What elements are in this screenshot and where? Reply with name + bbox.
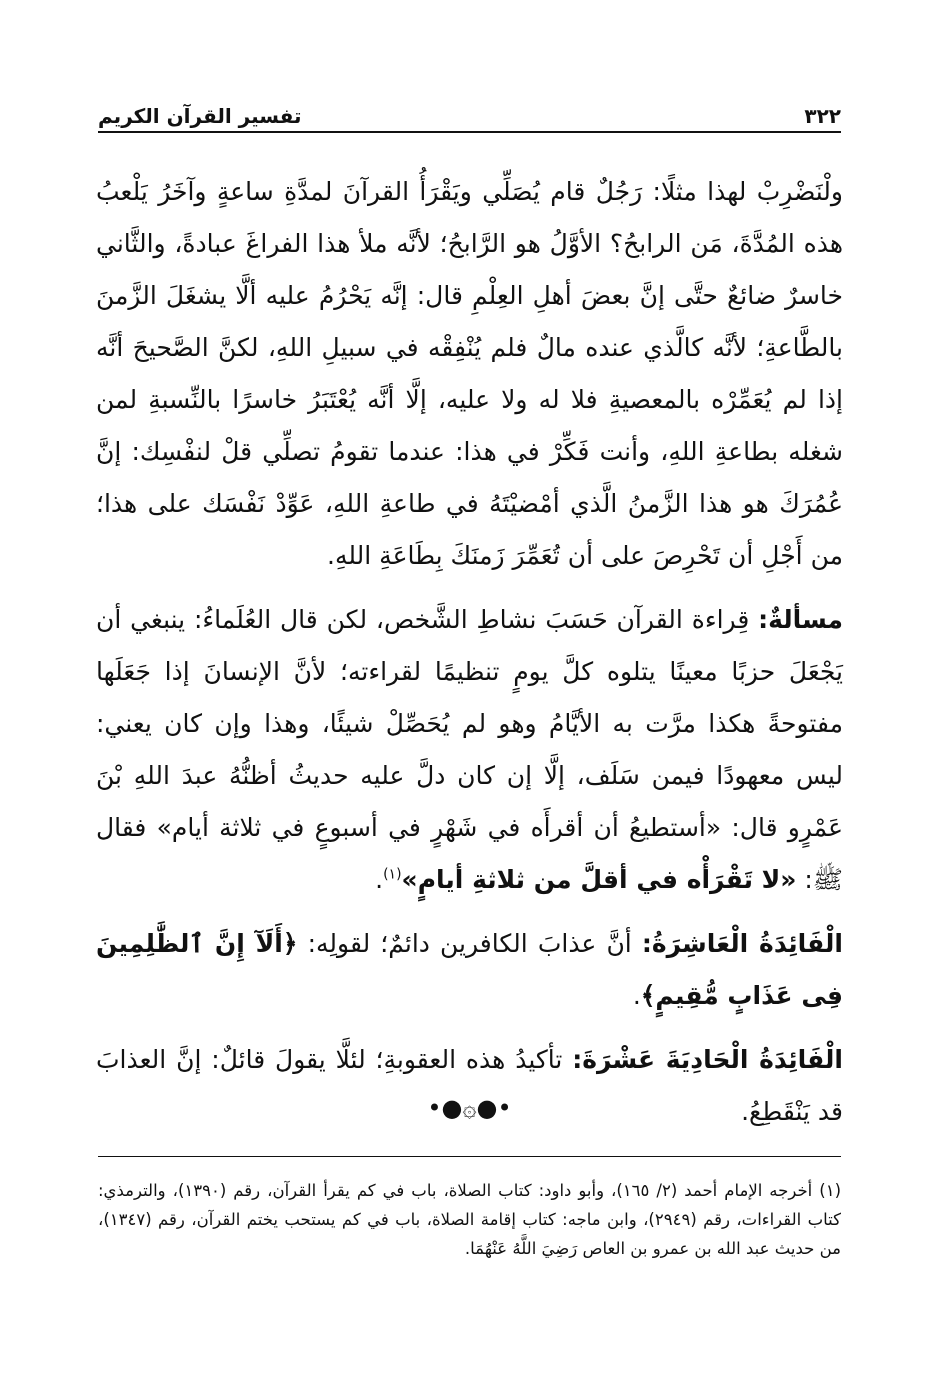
footnote-1: (١) أخرجه الإمام أحمد (٢/ ١٦٥)، وأبو داود: كتاب الصلاة، باب في كم يقرأ القرآن، رقم (١٣٩٠)، والترمذي: كتاب القراءات، رقم (٢٩٤٩)، وابن ماجه: كتاب إقامة الصلاة، باب في كم يستحب يختم القرآن، رقم (١٣٤٧)، من حديث عبد الله بن عمرو بن العاص رَضِيَ اللَّهُ عَنْهُمَا. bbox=[98, 1181, 841, 1258]
paragraph-3-text: أنَّ عذابَ الكافرين دائمٌ؛ لقولِه: bbox=[297, 929, 642, 958]
benefit-eleven-heading: الْفَائِدَةُ الْحَادِيَةَ عَشْرَةَ: bbox=[572, 1045, 843, 1074]
paragraph-3-end: . bbox=[632, 981, 641, 1010]
paragraph-1: ولْنَضْرِبْ لهذا مثلًا: رَجُلٌ قام يُصَلِّي ويَقْرَأُ القرآنَ لمدَّةِ ساعةٍ وآخَرُ يَلْعبُ هذه المُدَّةَ، مَن الرابحُ؟ الأوَّلُ هو الرَّابحُ؛ لأنَّه ملأ هذا الفراغَ عبادةً، والثَّاني خاسرٌ ضائعٌ حتَّى إنَّ بعضَ أهلِ العِلْمِ قال: إنَّه يَحْرُمُ عليه ألَّا يشغَلَ الزَّمنَ بالطَّاعةِ؛ لأنَّه كالَّذي عنده مالٌ فلم يُنْفِقْه في سبيلِ اللهِ، لكنَّ الصَّحيحَ أنَّه إذا لم يُعَمِّرْه بالمعصيةِ فلا له ولا عليه، إلَّا أنَّه يُعْتَبَرُ خاسرًا بالنِّسبةِ لمن شغله بطاعةِ اللهِ، وأنت فَكِّرْ في هذا: عندما تقومُ تصلِّي قلْ لنفْسِك: إنَّ عُمُرَكَ هو هذا الزَّمنُ الَّذي أمْضيْتَهُ في طاعةِ اللهِ، عَوِّدْ نَفْسَك على هذا؛ من أَجْلِ أن تَحْرِصَ على أن تُعَمِّرَ زَمنَكَ بِطَاعَةِ اللهِ. bbox=[96, 177, 843, 570]
paragraph-2-text: قِراءة القرآن حَسَبَ نشاطِ الشَّخص، لكن قال العُلَماءُ: ينبغي أن يَجْعَلَ حزبًا معينًا يتلوه كلَّ يومٍ تنظيمًا لقراءته؛ لأنَّ الإنسانَ إذا جَعَلَها مفتوحةً هكذا مرَّت به الأيَّامُ وهو لم يُحَصِّلْ شيئًا، وهذا وإن كان يعني: ليس معهودًا فيمن سَلَف، إلَّا إن كان دلَّ عليه حديثُ أظنُّهُ عبدَ اللهِ بْنَ عَمْرٍو قال: «أستطيعُ أن أقرأَه في شَهْرٍ في أسبوعٍ في ثلاثة أيام» فقال ﷺ: bbox=[96, 605, 843, 894]
page-header bbox=[98, 98, 841, 134]
issue-heading: مسألةٌ: bbox=[758, 605, 843, 634]
section-ornament: •●۞●• bbox=[427, 1094, 512, 1122]
paragraph-4 bbox=[96, 1034, 843, 1138]
paragraph-2 bbox=[96, 594, 843, 906]
paragraph-3 bbox=[96, 918, 843, 1022]
running-title: تفسير القرآن الكريم bbox=[98, 104, 302, 128]
quran-verse: ﴿أَلَآ إِنَّ ٱلظَّٰلِمِينَ فِى عَذَابٍ مُّقِيمٍ﴾ bbox=[96, 929, 843, 1010]
paragraph-2-end: . bbox=[375, 865, 384, 894]
hadith-quote: «لا تَقْرَأْه في أقلَّ من ثلاثةِ أيامٍ» bbox=[401, 865, 797, 894]
footnote-rule bbox=[98, 1156, 841, 1157]
paragraph-4-text: تأكيدُ هذه العقوبةِ؛ لئلَّا يقولَ قائلٌ: إنَّ العذابَ قد يَنْقَطِعُ. bbox=[96, 1045, 843, 1126]
footnote-ref[interactable]: (١) bbox=[383, 866, 402, 883]
benefit-ten-heading: الْفَائِدَةُ الْعَاشِرَةُ: bbox=[641, 929, 843, 958]
main-text bbox=[96, 166, 843, 1150]
header-rule bbox=[98, 131, 841, 133]
footnotes bbox=[98, 1176, 841, 1263]
page-number: ٣٢٢ bbox=[804, 104, 841, 128]
